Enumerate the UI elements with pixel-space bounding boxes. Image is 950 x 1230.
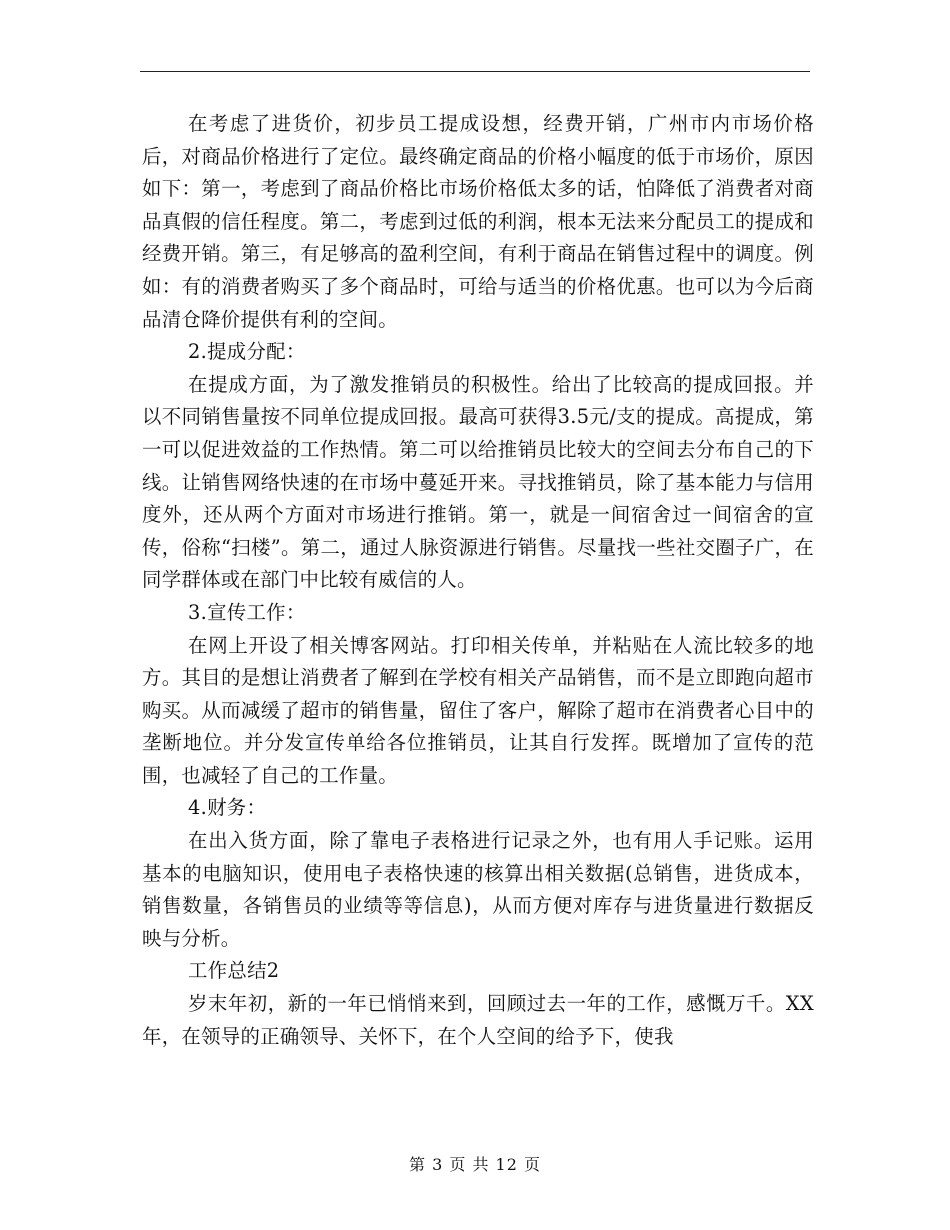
header-rule (140, 71, 810, 72)
body-text (142, 108, 814, 1053)
paragraph-finance: 在出入货方面，除了靠电子表格进行记录之外，也有用人手记账。运用基本的电脑知识，使用电子表格快速的核算出相关数据(总销售，进货成本，销售数量，各销售员的业绩等等信息)，从而方便对库存与进货量进行数据反映与分析。 (142, 829, 814, 950)
paragraph-commission: 在提成方面，为了激发推销员的积极性。给出了比较高的提成回报。并以不同销售量按不同单位提成回报。最高可获得3.5元/支的提成。高提成，第一可以促进效益的工作热情。第二可以给推销员比较大的空间去分布自己的下线。让销售网络快速的在市场中蔓延开来。寻找推销员，除了基本能力与信用度外，还从两个方面对市场进行推销。第一，就是一间宿舍过一间宿舍的宣传，俗称“扫楼”。第二，通过人脉资源进行销售。尽量找一些社交圈子广，在同学群体或在部门中比较有威信的人。 (142, 372, 814, 592)
paragraph-pricing: 在考虑了进货价，初步员工提成设想，经费开销，广州市内市场价格后，对商品价格进行了定位。最终确定商品的价格小幅度的低于市场价，原因如下：第一，考虑到了商品价格比市场价格低太多的话，怕降低了消费者对商品真假的信任程度。第二，考虑到过低的利润，根本无法来分配员工的提成和经费开销。第三，有足够高的盈利空间，有利于商品在销售过程中的调度。例如：有的消费者购买了多个商品时，可给与适当的价格优惠。也可以为今后商品清仓降价提供有利的空间。 (142, 112, 814, 331)
paragraph-promotion: 在网上开设了相关博客网站。打印相关传单，并粘贴在人流比较多的地方。其目的是想让消费者了解到在学校有相关产品销售，而不是立即跑向超市购买。从而减缓了超市的销售量，留住了客户，解除了超市在消费者心目中的垄断地位。并分发宣传单给各位推销员，让其自行发挥。既增加了宣传的范围，也减轻了自己的工作量。 (142, 633, 814, 787)
heading-commission: 2.提成分配： (188, 340, 306, 364)
paragraph-summary-2: 岁末年初，新的一年已悄悄来到，回顾过去一年的工作，感慨万千。XX年，在领导的正确领导、关怀下，在个人空间的给予下，使我 (142, 992, 814, 1048)
heading-finance: 4.财务： (188, 796, 267, 820)
heading-summary-2: 工作总结2 (188, 959, 280, 983)
page-number-footer: 第 3 页 共 12 页 (409, 1155, 541, 1174)
heading-promotion: 3.宣传工作： (188, 600, 306, 624)
